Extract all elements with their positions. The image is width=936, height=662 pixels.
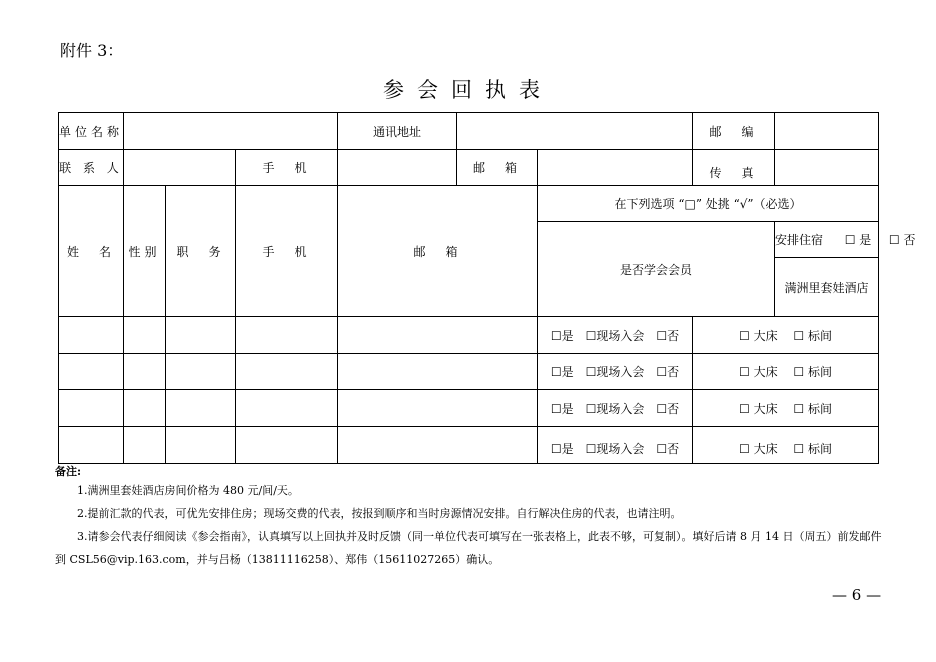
contact-email-field[interactable]: [538, 150, 693, 186]
attendee-name-field[interactable]: [59, 354, 124, 390]
member-question-header: 是否学会会员: [538, 222, 775, 317]
registration-form-table: [58, 112, 916, 464]
position-header: 职 务: [166, 186, 236, 317]
table-row: [59, 317, 879, 354]
attendee-mobile-field[interactable]: [236, 427, 338, 464]
address-field[interactable]: [457, 113, 693, 150]
contact-email-label: 邮 箱: [457, 150, 538, 186]
attendee-mobile-field[interactable]: [236, 354, 338, 390]
contact-mobile-label: 手 机: [236, 150, 338, 186]
gender-header: 性别: [124, 186, 166, 317]
name-header: 姓 名: [59, 186, 124, 317]
member-options[interactable]: ☐是 ☐现场入会 ☐否: [538, 427, 693, 464]
attendee-mobile-field[interactable]: [236, 317, 338, 354]
note-item: 3.请参会代表仔细阅读《参会指南》，认真填写以上回执并及时反馈（同一单位代表可填写在一张表格上，此表不够，可复制）。填好后请 8 月 14 日（周五）前发邮件到 CSL56@vip.163.com，并与吕杨（13811116258）、郑伟（15611027265）确认。: [55, 530, 882, 566]
note-item: 1.满洲里套娃酒店房间价格为 480 元/间/天。: [77, 484, 299, 497]
attendee-mobile-field[interactable]: [236, 390, 338, 427]
attendee-position-field[interactable]: [166, 390, 236, 427]
attendee-position-field[interactable]: [166, 427, 236, 464]
note-item: 2.提前汇款的代表，可优先安排住房；现场交费的代表，按报到顺序和当时房源情况安排。自行解决住房的代表，也请注明。: [77, 507, 682, 520]
room-options[interactable]: ☐ 大床 ☐ 标间: [693, 317, 879, 354]
contact-mobile-field[interactable]: [338, 150, 457, 186]
notes-heading: 备注:: [55, 465, 82, 478]
room-options[interactable]: ☐ 大床 ☐ 标间: [693, 354, 879, 390]
member-options[interactable]: ☐是 ☐现场入会 ☐否: [538, 390, 693, 427]
attendee-name-field[interactable]: [59, 427, 124, 464]
fax-label: 传 真: [693, 150, 775, 186]
attendee-name-field[interactable]: [59, 317, 124, 354]
address-label: 通讯地址: [338, 113, 457, 150]
attendee-gender-field[interactable]: [124, 390, 166, 427]
fax-field[interactable]: [775, 150, 879, 186]
member-options[interactable]: ☐是 ☐现场入会 ☐否: [538, 317, 693, 354]
postcode-label: 邮 编: [693, 113, 775, 150]
lodging-label: 安排住宿: [775, 233, 824, 247]
table-row: [59, 427, 879, 464]
attendee-gender-field[interactable]: [124, 427, 166, 464]
attendee-email-field[interactable]: [338, 317, 538, 354]
header-row: [59, 186, 879, 222]
postcode-field[interactable]: [775, 113, 879, 150]
form-title: 参会回执表: [383, 78, 553, 102]
attendee-name-field[interactable]: [59, 390, 124, 427]
attendee-position-field[interactable]: [166, 354, 236, 390]
attachment-label: 附件 3：: [60, 41, 124, 60]
contact-row: [59, 150, 879, 186]
attendee-email-field[interactable]: [338, 427, 538, 464]
attendee-email-field[interactable]: [338, 354, 538, 390]
mobile-header: 手 机: [236, 186, 338, 317]
unit-name-field[interactable]: [124, 113, 338, 150]
notes-section: [55, 465, 885, 571]
attendee-gender-field[interactable]: [124, 354, 166, 390]
unit-label: 单位名称: [59, 113, 124, 150]
attendee-position-field[interactable]: [166, 317, 236, 354]
hotel-name: 满洲里套娃酒店: [775, 258, 879, 317]
page-number: — 6 —: [832, 586, 882, 604]
room-options[interactable]: ☐ 大床 ☐ 标间: [693, 427, 879, 464]
attendee-gender-field[interactable]: [124, 317, 166, 354]
attendee-email-field[interactable]: [338, 390, 538, 427]
lodging-cell: [775, 222, 916, 258]
lodging-yes-checkbox[interactable]: ☐ 是: [844, 233, 872, 247]
lodging-no-checkbox[interactable]: ☐ 否: [888, 233, 916, 247]
member-options[interactable]: ☐是 ☐现场入会 ☐否: [538, 354, 693, 390]
table-row: [59, 390, 879, 427]
room-options[interactable]: ☐ 大床 ☐ 标间: [693, 390, 879, 427]
instruction-header: 在下列选项 “□” 处挑 “√”（必选）: [538, 186, 879, 222]
contact-field[interactable]: [124, 150, 236, 186]
table-row: [59, 354, 879, 390]
email-header: 邮 箱: [338, 186, 538, 317]
contact-label: 联 系 人: [59, 150, 124, 186]
unit-row: [59, 113, 879, 150]
